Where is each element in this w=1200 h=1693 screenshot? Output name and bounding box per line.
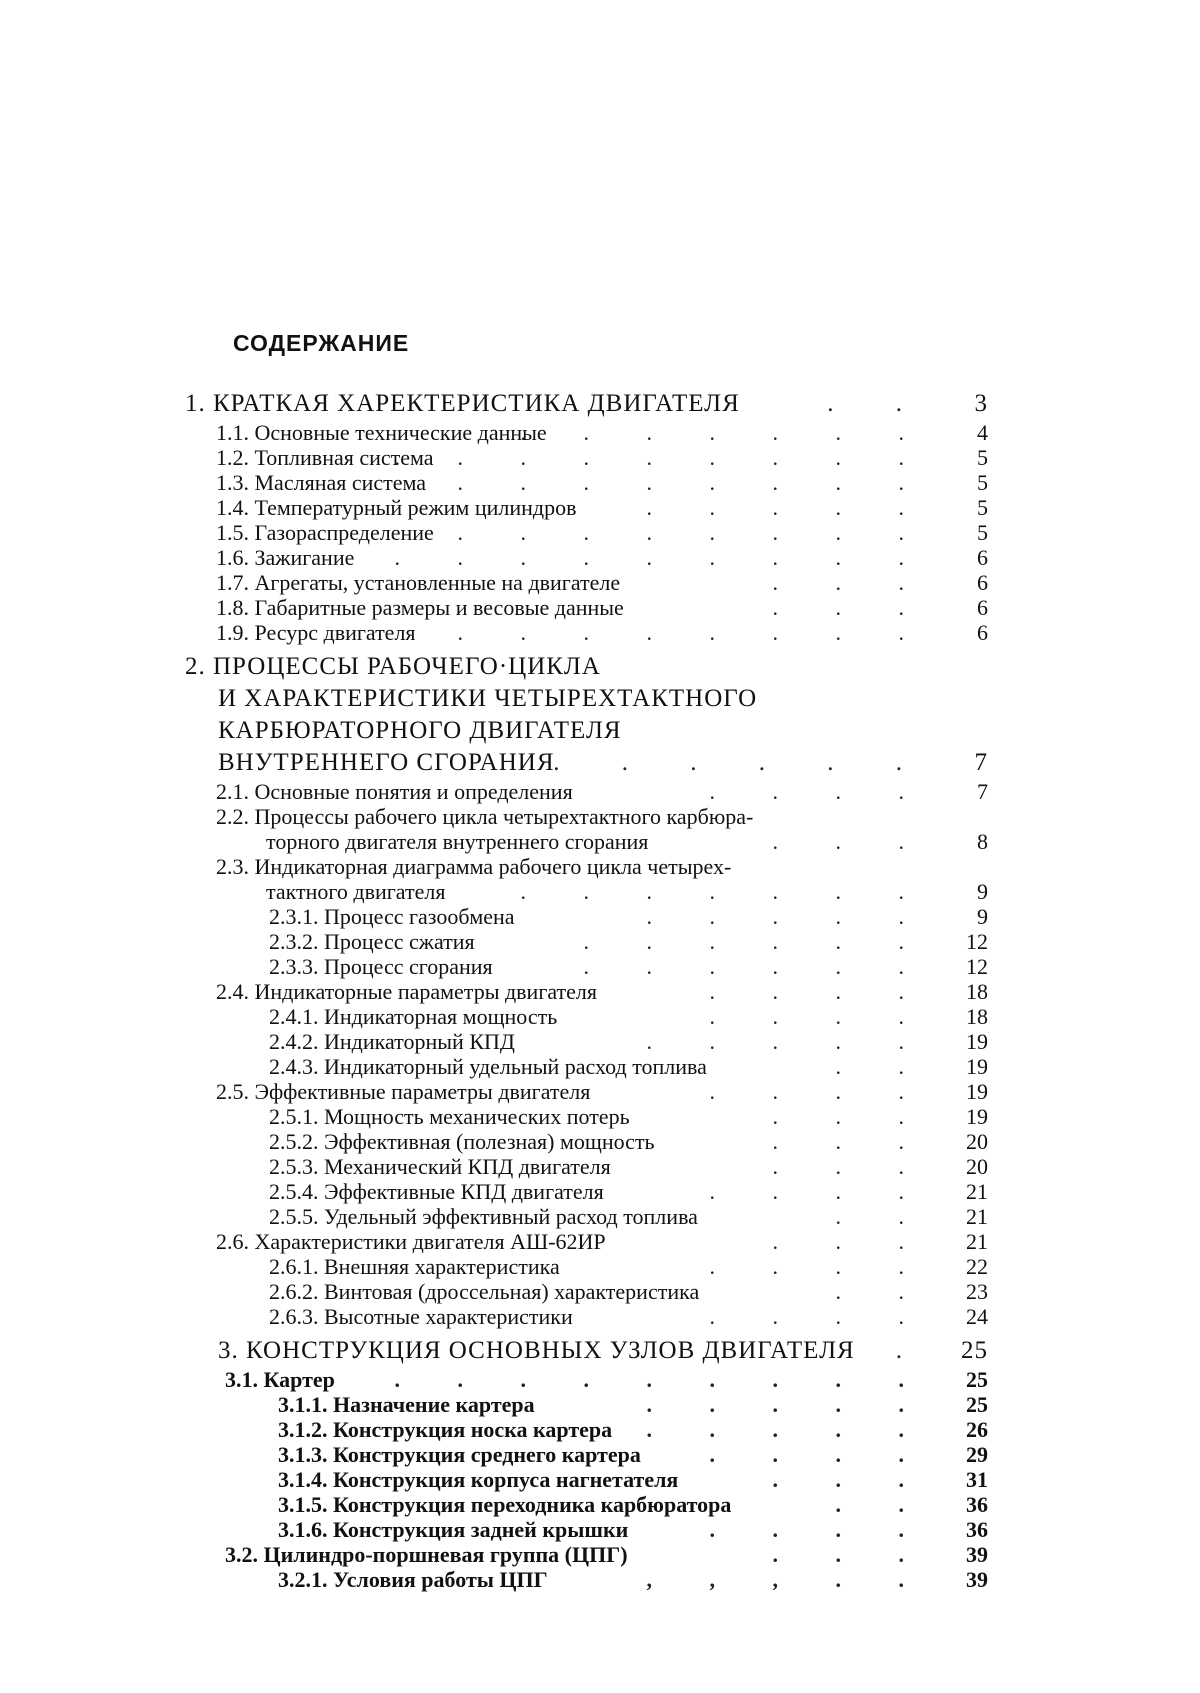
toc-entry: [0, 1417, 1200, 1442]
toc-entry-title: торного двигателя внутреннего сгорания: [266, 829, 649, 854]
toc-entry-page-number: 21: [966, 1204, 988, 1229]
toc-entry-page-number: 7: [974, 749, 988, 776]
toc-entry-page-number: 5: [977, 495, 988, 520]
toc-entry: [0, 545, 1200, 570]
toc-entry-leader: . . . .: [709, 1254, 930, 1279]
toc-entry-page-number: 3: [974, 390, 988, 417]
toc-entry: [0, 1392, 1200, 1417]
toc-entry-page-number: 12: [966, 954, 988, 979]
toc-entry-leader: . . . . . . . .: [457, 620, 930, 645]
toc-entry-leader: . . .: [772, 1104, 930, 1129]
toc-entry-page-number: 20: [966, 1154, 988, 1179]
toc-entry: [0, 388, 1200, 420]
toc-entry: [0, 470, 1200, 495]
toc-entry-leader: . . . . .: [646, 495, 930, 520]
toc-entry-page-number: 19: [966, 1104, 988, 1129]
toc-entry-page-number: 36: [966, 1517, 988, 1542]
toc-entry-title: 3.2. Цилиндро-поршневая группа (ЦПГ): [225, 1542, 628, 1567]
toc-entry-page-number: 26: [966, 1417, 988, 1442]
toc-entry-leader: . . . . .: [646, 904, 930, 929]
toc-entry-leader: . . . . . . . . .: [394, 545, 930, 570]
toc-entry: [0, 1567, 1200, 1592]
toc-entry: [0, 683, 1200, 715]
toc-entry-leader: , , , . .: [646, 1567, 930, 1592]
toc-entry-leader: . . . . .: [646, 1417, 930, 1442]
toc-entry-title: тактного двигателя: [266, 879, 446, 904]
toc-entry: [0, 620, 1200, 645]
toc-entry: [0, 1492, 1200, 1517]
toc-entry: [0, 1154, 1200, 1179]
toc-entry-title: 2.5.5. Удельный эффективный расход топлива: [269, 1204, 698, 1229]
toc-entry-title: 1.9. Ресурс двигателя: [216, 620, 416, 645]
toc-entry: [0, 570, 1200, 595]
toc-entry-title: 2.4.2. Индикаторный КПД: [269, 1029, 515, 1054]
toc-entry: [0, 1279, 1200, 1304]
toc-entry-page-number: 19: [966, 1029, 988, 1054]
toc-entry-page-number: 31: [966, 1467, 988, 1492]
toc-entry-leader: . . .: [772, 1129, 930, 1154]
toc-entry: [0, 1079, 1200, 1104]
toc-entry: [0, 1229, 1200, 1254]
toc-entry-page-number: 21: [966, 1179, 988, 1204]
toc-entry-title: 1.2. Топливная система: [216, 445, 434, 470]
toc-entry: [0, 1304, 1200, 1329]
toc-entry-page-number: 4: [977, 420, 988, 445]
toc-entry-leader: . . . . . .: [583, 954, 930, 979]
toc-entry-title: 1.4. Температурный режим цилиндров: [216, 495, 577, 520]
toc-entry-leader: . . .: [772, 829, 930, 854]
toc-entry-page-number: 19: [966, 1079, 988, 1104]
toc-entry-title: 2.5.3. Механический КПД двигателя: [269, 1154, 611, 1179]
toc-entry-title: 2.5.1. Мощность механических потерь: [269, 1104, 630, 1129]
toc-entry-page-number: 25: [966, 1392, 988, 1417]
toc-entry-title: 2.6.2. Винтовая (дроссельная) характеристика: [269, 1279, 700, 1304]
toc-entry-leader: . . . . . . . . .: [394, 445, 930, 470]
toc-entry-title: 3.1.5. Конструкция переходника карбюратора: [278, 1492, 732, 1517]
toc-entry-leader: . . . . . . .: [520, 420, 930, 445]
toc-entry: [0, 779, 1200, 804]
toc-entry: [0, 1254, 1200, 1279]
toc-entry-title: И ХАРАКТЕРИСТИКИ ЧЕТЫРЕХТАКТНОГО: [218, 685, 758, 712]
toc-entry-page-number: 9: [977, 904, 988, 929]
toc-entry-title: 2.3.2. Процесс сжатия: [269, 929, 475, 954]
toc-entry-title: 3.1.3. Конструкция среднего картера: [278, 1442, 641, 1467]
toc-entry-title: 1.3. Масляная система: [216, 470, 427, 495]
toc-entry: [0, 1029, 1200, 1054]
toc-entry: [0, 1104, 1200, 1129]
toc-entry-leader: . . . .: [709, 979, 930, 1004]
page-title: СОДЕРЖАНИЕ: [233, 330, 410, 356]
toc-entry-title: 3.1.4. Конструкция корпуса нагнетателя: [278, 1467, 679, 1492]
toc-entry-page-number: 18: [966, 979, 988, 1004]
toc-entry: [0, 420, 1200, 445]
toc-entry: [0, 1542, 1200, 1567]
toc-entry-title: 1.8. Габаритные размеры и весовые данные: [216, 595, 624, 620]
toc-entry-leader: . . .: [772, 1542, 930, 1567]
toc-entry-title: 2.5.4. Эффективные КПД двигателя: [269, 1179, 604, 1204]
toc-entry-page-number: 7: [977, 779, 988, 804]
toc-entry: [0, 1179, 1200, 1204]
toc-entry-title: 3.2.1. Условия работы ЦПГ: [278, 1567, 548, 1592]
toc-entry-leader: . . . .: [709, 1004, 930, 1029]
toc-entry-leader: . .: [835, 1054, 930, 1079]
toc-entry-title: 1. КРАТКАЯ ХАРЕКТЕРИСТИКА ДВИГАТЕЛЯ: [185, 390, 740, 417]
toc-entry-page-number: 20: [966, 1129, 988, 1154]
toc-entry-title: 3.1.2. Конструкция носка картера: [278, 1417, 613, 1442]
toc-entry-title: 1.1. Основные технические данные: [216, 420, 547, 445]
toc-entry-leader: . . . . . . .: [520, 879, 930, 904]
toc-entry-leader: . . . .: [709, 1179, 930, 1204]
toc-entry: [0, 715, 1200, 747]
toc-entry: [0, 1335, 1200, 1367]
toc-entry-title: 2.6.1. Внешняя характеристика: [269, 1254, 560, 1279]
toc-entry-leader: . . . .: [709, 1304, 930, 1329]
toc-entry: [0, 979, 1200, 1004]
toc-entry-leader: . . .: [772, 595, 930, 620]
toc-entry-page-number: 18: [966, 1004, 988, 1029]
toc-entry: [0, 520, 1200, 545]
toc-entry-title: 1.6. Зажигание: [216, 545, 355, 570]
toc-entry-leader: . . .: [772, 1154, 930, 1179]
toc-entry: [0, 1054, 1200, 1079]
toc-entry: [0, 1004, 1200, 1029]
toc-entry-title: 3.1. Картер: [225, 1367, 335, 1392]
toc-entry-leader: . . .: [772, 1229, 930, 1254]
toc-entry-leader: . . .: [772, 1467, 930, 1492]
toc-entry-title: 3.1.1. Назначение картера: [278, 1392, 535, 1417]
toc-entry-page-number: 5: [977, 445, 988, 470]
toc-entry-page-number: 12: [966, 929, 988, 954]
toc-entry: [0, 1367, 1200, 1392]
toc-entry-page-number: 6: [977, 570, 988, 595]
toc-entry: [0, 904, 1200, 929]
toc-entry-leader: . . . . . . . .: [457, 470, 930, 495]
toc-entry-title: 1.5. Газораспределение: [216, 520, 434, 545]
toc-entry-leader: . . . .: [709, 1442, 930, 1467]
toc-entry-page-number: 39: [966, 1567, 988, 1592]
toc-entry-page-number: 6: [977, 595, 988, 620]
toc-entry-page-number: 29: [966, 1442, 988, 1467]
toc-entry-title: 2.3.1. Процесс газообмена: [269, 904, 515, 929]
toc-entry: [0, 747, 1200, 779]
toc-entry-title: 2. ПРОЦЕССЫ РАБОЧЕГО·ЦИКЛА: [185, 653, 601, 680]
toc-entry: [0, 1129, 1200, 1154]
toc-entry-page-number: 23: [966, 1279, 988, 1304]
toc-entry-title: 2.3. Индикаторная диаграмма рабочего цикла четырех-: [216, 854, 732, 879]
toc-entry-leader: . . . .: [709, 1517, 930, 1542]
toc-entry: [0, 1517, 1200, 1542]
toc-entry-leader: . . . . . . . .: [457, 520, 930, 545]
toc-entry: [0, 445, 1200, 470]
toc-entry-page-number: 25: [961, 1337, 988, 1364]
toc-entry: [0, 495, 1200, 520]
toc-entry: [0, 651, 1200, 683]
toc-entry-leader: . .: [827, 390, 930, 417]
toc-entry-leader: . . . . . .: [553, 749, 930, 776]
toc-entry-title: 2.6.3. Высотные характеристики: [269, 1304, 573, 1329]
toc-entry-leader: . . . . . .: [583, 929, 930, 954]
toc-entry-leader: .: [895, 1337, 930, 1364]
toc-entry-title: 2.4.1. Индикаторная мощность: [269, 1004, 558, 1029]
toc-entry-page-number: 25: [966, 1367, 988, 1392]
toc-entry-leader: . .: [835, 1492, 930, 1517]
toc-entry-title: 2.6. Характеристики двигателя АШ-62ИР: [216, 1229, 606, 1254]
toc-entry-page-number: 39: [966, 1542, 988, 1567]
toc-entry: [0, 804, 1200, 829]
toc-entry-leader: . . . .: [709, 1079, 930, 1104]
toc-entry-leader: . . .: [772, 570, 930, 595]
toc-entry: [0, 829, 1200, 854]
toc-entry-title: 1.7. Агрегаты, установленные на двигателе: [216, 570, 621, 595]
toc-entry-page-number: 5: [977, 520, 988, 545]
toc-entry-page-number: 36: [966, 1492, 988, 1517]
toc-entry-leader: . .: [835, 1204, 930, 1229]
toc-entry-page-number: 22: [966, 1254, 988, 1279]
toc-entry-title: 2.4.3. Индикаторный удельный расход топлива: [269, 1054, 707, 1079]
toc-entry: [0, 854, 1200, 879]
toc-entry: [0, 1442, 1200, 1467]
toc-entry-page-number: 24: [966, 1304, 988, 1329]
toc-entry-leader: . . . . .: [646, 1392, 930, 1417]
toc-entry-leader: . .: [835, 1279, 930, 1304]
toc-entry-title: 2.4. Индикаторные параметры двигателя: [216, 979, 598, 1004]
table-of-contents: [0, 388, 1200, 1592]
toc-entry: [0, 879, 1200, 904]
toc-entry-leader: . . . . . . . . .: [394, 1367, 930, 1392]
toc-entry: [0, 954, 1200, 979]
toc-entry: [0, 1204, 1200, 1229]
toc-entry-title: 3.1.6. Конструкция задней крышки: [278, 1517, 629, 1542]
toc-entry-title: 2.1. Основные понятия и определения: [216, 779, 573, 804]
toc-entry-title: 2.5.2. Эффективная (полезная) мощность: [269, 1129, 655, 1154]
toc-entry: [0, 929, 1200, 954]
toc-entry-leader: . . . . .: [646, 1029, 930, 1054]
toc-entry-page-number: 5: [977, 470, 988, 495]
toc-entry-leader: . . . .: [709, 779, 930, 804]
toc-entry-page-number: 8: [977, 829, 988, 854]
toc-entry-page-number: 9: [977, 879, 988, 904]
toc-entry-title: ВНУТРЕННЕГО СГОРАНИЯ: [218, 749, 555, 776]
toc-entry: [0, 1467, 1200, 1492]
toc-entry-title: 2.3.3. Процесс сгорания: [269, 954, 493, 979]
toc-entry-page-number: 19: [966, 1054, 988, 1079]
toc-entry-page-number: 6: [977, 545, 988, 570]
toc-entry-page-number: 6: [977, 620, 988, 645]
toc-entry-title: КАРБЮРАТОРНОГО ДВИГАТЕЛЯ: [218, 717, 622, 744]
toc-entry-title: 3. КОНСТРУКЦИЯ ОСНОВНЫХ УЗЛОВ ДВИГАТЕЛЯ: [218, 1337, 855, 1364]
toc-entry-page-number: 21: [966, 1229, 988, 1254]
toc-entry: [0, 595, 1200, 620]
toc-entry-title: 2.2. Процессы рабочего цикла четырехтактного карбюра-: [216, 804, 754, 829]
toc-entry-title: 2.5. Эффективные параметры двигателя: [216, 1079, 591, 1104]
